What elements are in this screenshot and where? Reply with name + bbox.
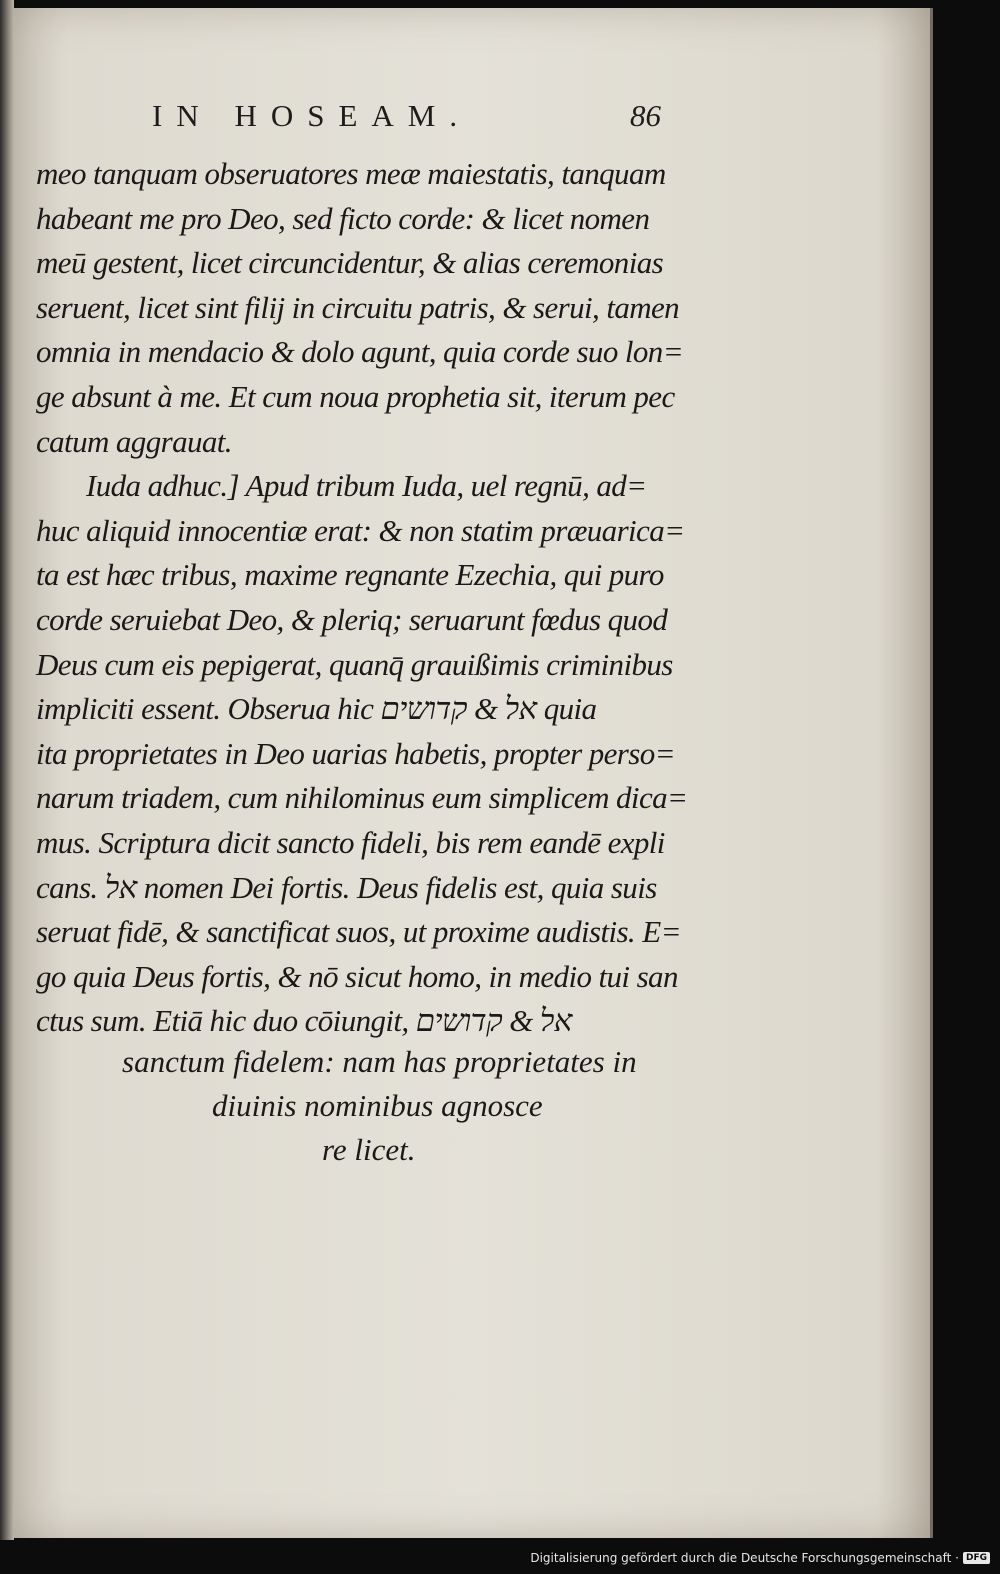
text-line: Deus cum eis pepigerat, quanq̄ grauißimis criminibus: [36, 646, 673, 682]
body-text: [36, 152, 686, 1044]
text-line: seruat fidē, & sanctificat suos, ut proxime audistis. E=: [36, 914, 681, 950]
text-line: corde seruiebat Deo, & pleriq; seruarunt fœdus quod: [36, 601, 668, 637]
text-line: omnia in mendacio & dolo agunt, quia corde suo lon=: [36, 334, 684, 370]
page-gutter-edge: [0, 0, 14, 1540]
text-line: ge absunt à me. Et cum noua prophetia sit, iterum pec: [36, 378, 675, 414]
tail-line: re licet.: [322, 1132, 416, 1167]
text-line: meo tanquam obseruatores meæ maiestatis, tanquam: [36, 156, 666, 191]
tail-line: diuinis nominibus agnosce: [212, 1088, 543, 1123]
text-line: habeant me pro Deo, sed ficto corde: & licet nomen: [36, 200, 650, 236]
dfg-logo: DFG: [963, 1552, 990, 1564]
text-line: go quia Deus fortis, & nō sicut homo, in medio tui san: [36, 958, 678, 994]
text-line: narum triadem, cum nihilominus eum simplicem dica=: [36, 780, 688, 816]
tail-line: sanctum fidelem: nam has proprietates in: [122, 1044, 637, 1079]
text-line: mus. Scriptura dicit sancto fideli, bis rem eandē expli: [36, 824, 665, 860]
running-head-title: IN HOSEAM.: [152, 98, 472, 133]
text-line: cans. אל nomen Dei fortis. Deus fidelis est, quia suis: [36, 869, 657, 905]
text-line: seruent, licet sint filij in circuitu patris, & serui, tamen: [36, 289, 680, 325]
page-number: 86: [630, 98, 661, 133]
text-line: meū gestent, licet circuncidentur, & alias ceremonias: [36, 245, 664, 281]
text-line: huc aliquid innocentiæ erat: & non statim præuarica=: [36, 512, 685, 548]
text-line: ita proprietates in Deo uarias habetis, propter perso=: [36, 735, 675, 771]
text-line: catum aggrauat.: [36, 423, 232, 459]
text-line: impliciti essent. Obserua hic אל & קדושים quia: [36, 691, 597, 727]
text-line: ctus sum. Etiā hic duo cōiungit, אל & קדושים: [36, 1003, 572, 1039]
running-head: [0, 98, 930, 148]
text-line: ta est hæc tribus, maxime regnante Ezechia, qui puro: [36, 557, 664, 593]
text-line-lemma: Iuda adhuc.] Apud tribum Iuda, uel regnū, ad=: [86, 468, 647, 504]
digitization-credit: [530, 1551, 990, 1565]
credit-text: Digitalisierung gefördert durch die Deutsche Forschungsgemeinschaft ·: [530, 1551, 959, 1565]
